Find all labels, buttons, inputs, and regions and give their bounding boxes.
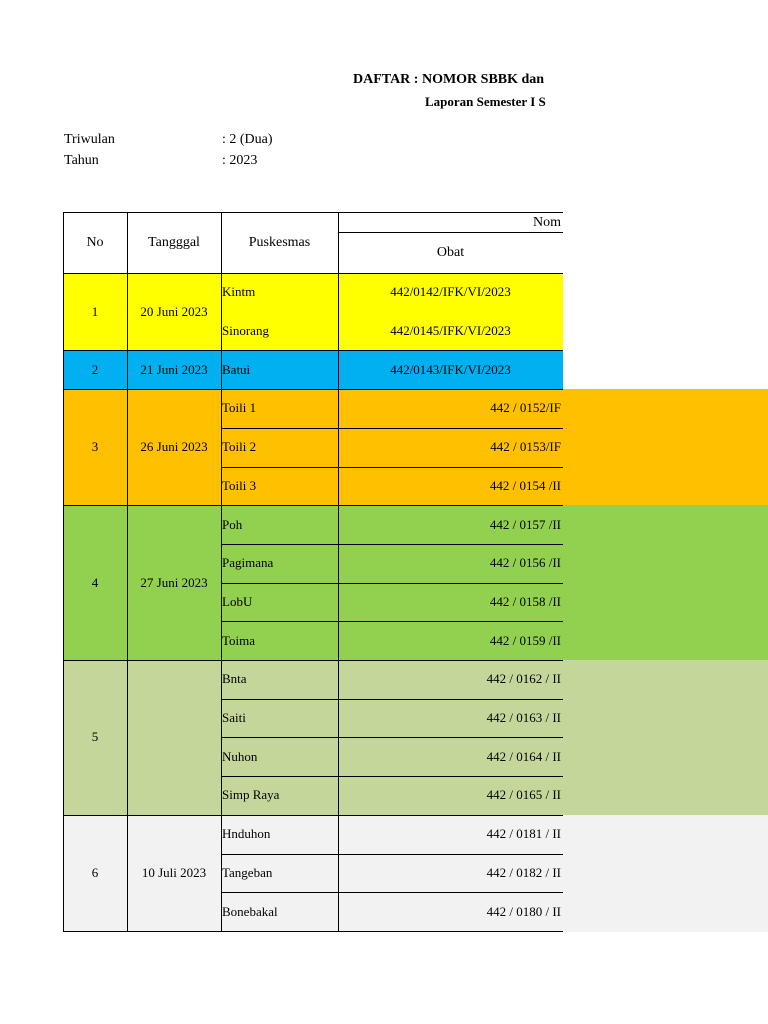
grid-line [63,273,563,274]
obat-sbbk-number: 442 / 0158 /II [489,593,561,609]
row-number: 1 [91,303,99,319]
grid-line [63,350,563,351]
header-nomor-group: Nom [533,215,561,230]
grid-line [221,892,563,893]
row-date: 10 Juli 2023 [141,864,207,880]
row-color-band [563,815,768,932]
puskesmas-name: LobU [222,593,253,609]
row-number: 3 [91,439,99,455]
grid-line [63,212,563,213]
row-number: 2 [91,361,99,377]
grid-line [63,660,563,661]
obat-sbbk-number: 442 / 0181 / II [486,826,561,842]
row-number: 5 [91,729,99,745]
puskesmas-name: Pagimana [222,555,274,571]
puskesmas-name: Simp Raya [222,787,280,803]
puskesmas-name: Bnta [222,671,247,687]
obat-sbbk-number: 442 / 0153/IF [490,439,561,455]
row-date: 26 Juni 2023 [140,439,208,455]
header-no: No [86,235,104,250]
puskesmas-name: Toili 1 [222,400,257,416]
header-puskesmas: Puskesmas [248,235,311,250]
grid-line [127,212,128,931]
triwulan-value: : 2 (Dua) [222,132,273,147]
header-obat: Obat [436,245,465,260]
grid-line [221,854,563,855]
puskesmas-name: Batui [222,361,251,377]
row-date [127,660,221,815]
puskesmas-name: Poh [222,516,243,532]
row-date: 21 Juni 2023 [140,361,208,377]
grid-line [221,621,563,622]
obat-sbbk-number: 442 / 0156 /II [489,555,561,571]
obat-sbbk-number: 442 / 0180 / II [486,903,561,919]
grid-line [221,583,563,584]
grid-line [221,737,563,738]
row-date: 20 Juni 2023 [140,303,208,319]
puskesmas-name: Toili 2 [222,439,257,455]
triwulan-label: Triwulan [64,132,115,147]
grid-line [63,505,563,506]
grid-line [221,428,563,429]
grid-line [221,699,563,700]
puskesmas-name: Nuhon [222,748,258,764]
obat-sbbk-number: 442 / 0163 / II [486,710,561,726]
grid-line [63,931,563,932]
obat-sbbk-number: 442/0142/IFK/VI/2023 [390,284,511,300]
document-subtitle: Laporan Semester I S [425,94,546,109]
row-color-band [563,389,768,505]
obat-sbbk-number: 442 / 0165 / II [486,787,561,803]
grid-line [221,467,563,468]
grid-line [221,776,563,777]
tahun-label: Tahun [64,153,99,168]
puskesmas-name: Kintm [222,284,256,300]
puskesmas-name: Toima [222,632,256,648]
grid-line [63,815,563,816]
obat-sbbk-number: 442 / 0159 /II [489,632,561,648]
obat-sbbk-number: 442/0145/IFK/VI/2023 [390,323,511,339]
row-date: 27 Juni 2023 [140,574,208,590]
puskesmas-name: Hnduhon [222,826,271,842]
grid-line [221,212,222,931]
row-color-band [563,505,768,660]
obat-sbbk-number: 442 / 0162 / II [486,671,561,687]
grid-line [63,389,563,390]
grid-line [63,212,64,931]
obat-sbbk-number: 442 / 0157 /II [489,516,561,532]
header-tanggal: Tangggal [148,235,200,250]
grid-line [338,212,339,931]
obat-sbbk-number: 442/0143/IFK/VI/2023 [390,361,511,377]
tahun-value: : 2023 [222,153,258,168]
obat-sbbk-number: 442 / 0164 / II [486,748,561,764]
puskesmas-name: Sinorang [222,323,269,339]
row-number: 6 [91,864,99,880]
obat-sbbk-number: 442 / 0182 / II [486,864,561,880]
puskesmas-name: Bonebakal [222,903,278,919]
row-color-band [563,660,768,815]
obat-sbbk-number: 442 / 0152/IF [490,400,561,416]
puskesmas-name: Toili 3 [222,477,257,493]
puskesmas-name: Tangeban [222,864,273,880]
grid-line [221,544,563,545]
obat-sbbk-number: 442 / 0154 /II [489,477,561,493]
document-title: DAFTAR : NOMOR SBBK dan [353,72,545,87]
puskesmas-name: Saiti [222,710,246,726]
row-number: 4 [91,574,99,590]
grid-line [338,232,563,233]
